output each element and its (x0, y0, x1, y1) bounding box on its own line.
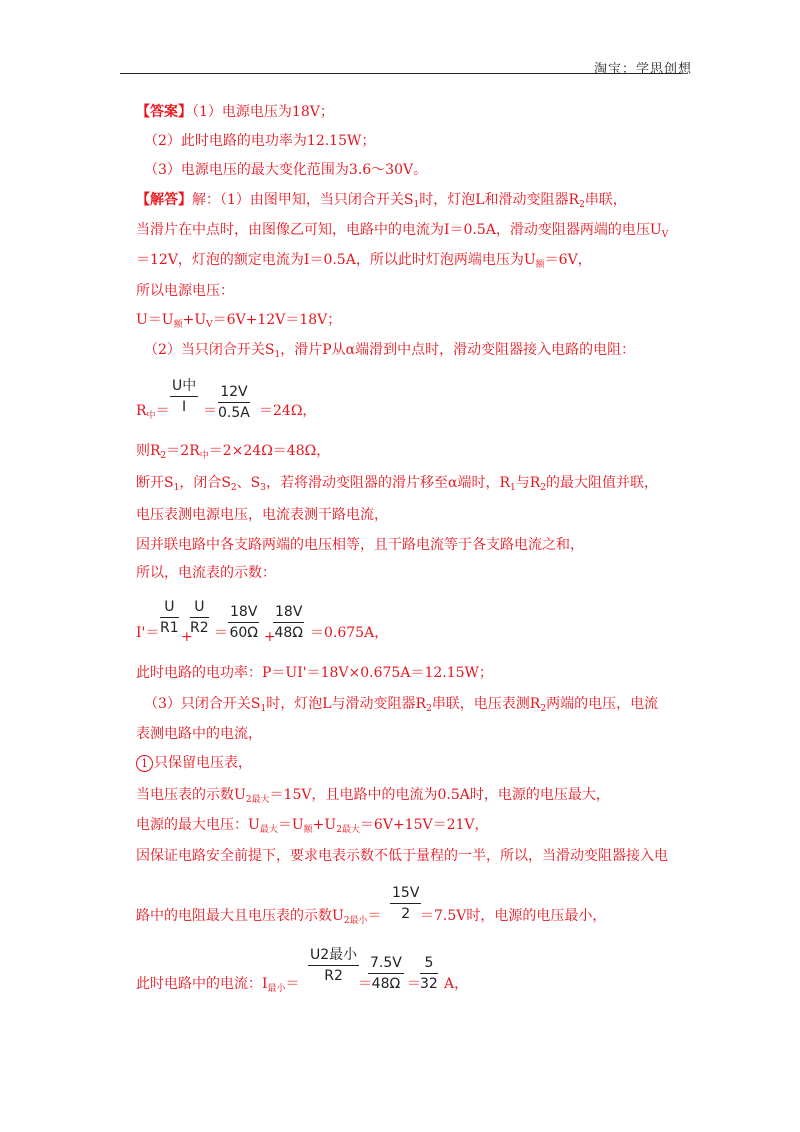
header-rule (120, 73, 682, 74)
formula-r-mid: $R_中=$ (136, 403, 170, 421)
result-75v: ＝7.5V时，电源的电压最小， (420, 908, 607, 924)
fraction-5-over-32: $\frac{5}{32}$ (420, 955, 438, 992)
solution-line-12: 此时电路的电功率：P＝UI'＝18V×0.675A＝12.15W； (136, 665, 493, 681)
result-a: A， (444, 976, 469, 992)
solution-line-7: 则$R_2=2R_中=2\times 24\Omega=48\Omega$， (136, 443, 331, 461)
solution-line-20: 此时电路中的电流：$I_{最小}=$ (136, 976, 300, 994)
solution-line-6: （2）当只闭合开关$S_1$，滑片P从α端滑到中点时，滑动变阻器接入电路的电阻： (144, 342, 636, 360)
answer-line-1: 【答案】（1）电源电压为18V； (136, 104, 334, 120)
circled-number: 1 (136, 755, 153, 772)
fraction-u2min-over-r2: U2最小 R2 (310, 947, 358, 984)
answer-line-3: （3）电源电压的最大变化范围为3.6～30V。 (144, 162, 428, 178)
fraction-18v-over-60: $\frac{18V}{60\Omega}$ (229, 604, 258, 641)
solution-line-11: 所以，电流表的示数： (136, 565, 276, 581)
fraction-75v-over-48: $\frac{7.5V}{48\Omega}$ (370, 955, 402, 992)
solution-line-5: $U=U_额+U_V=6V+12V=18V$； (136, 312, 342, 330)
solution-line-2: 当滑片在中点时，由图像乙可知，电路中的电流为I＝0.5A，滑动变阻器两端的电压$U_V$ (136, 222, 669, 240)
answer-line-2: （2）此时电路的电功率为12.15W； (144, 133, 376, 149)
fraction-u-over-r2: $\frac{U}{R2}$ (190, 599, 209, 636)
fraction-15v-over-2: $\frac{15V}{2}$ (392, 885, 420, 922)
plus-2: + (264, 629, 276, 645)
solution-line-10: 因并联电路中各支路两端的电压相等，且干路电流等于各支路电流之和， (136, 537, 584, 553)
solution-line-17: 电源的最大电压：$U_{最大}=U_额+U_{2最大}=6V+15V=21V$， (136, 817, 489, 835)
fraction-12v-over-05a: $\frac{12V}{0.5A}$ (218, 384, 250, 421)
solution-line-14: 表测电路中的电流， (136, 726, 262, 742)
solution-line-1: 【解答】解：（1）由图甲知，当只闭合开关$S_1$时，灯泡L和滑动变阻器$R_2$串联， (136, 192, 627, 210)
solution-line-8: 断开$S_1$，闭合$S_2$、$S_3$，若将滑动变阻器的滑片移至α端时，$R_1$与$R_2$的最大阻值并联， (136, 475, 658, 493)
solution-line-19: 路中的电阻最大且电压表的示数$U_{2最小}=$ (136, 908, 382, 926)
solution-line-15: 1 只保留电压表， (136, 754, 252, 772)
solution-line-3: ＝12V，灯泡的额定电流为I＝0.5A，所以此时灯泡两端电压为$U_额=6V$， (136, 252, 592, 270)
equals-1: ＝ (203, 403, 217, 419)
fraction-u-over-r1: $\frac{U}{R1}$ (160, 599, 179, 636)
solution-line-18: 因保证电路安全前提下，要求电表示数不低于量程的一半，所以，当滑动变阻器接入电 (136, 848, 668, 864)
plus-1: + (181, 629, 193, 645)
solution-line-13: （3）只闭合开关$S_1$时，灯泡L与滑动变阻器$R_2$串联，电压表测$R_2$两端的电压，电流 (144, 696, 659, 714)
equals-3: ＝ (358, 976, 372, 992)
header-text: 淘宝：学思创想 (594, 62, 693, 77)
solution-line-16: 当电压表的示数$U_{2最大}=15V$，且电路中的电流为0.5A时，电源的电压最大， (136, 787, 610, 805)
result-0675: ＝0.675A， (310, 625, 389, 641)
solution-line-4: 所以电源电压： (136, 283, 234, 299)
solution-line-9: 电压表测电源电压，电流表测干路电流， (136, 507, 388, 523)
equals-4: ＝ (407, 976, 421, 992)
result-24: ＝24Ω， (259, 403, 317, 419)
formula-i-prime: I'＝ (136, 625, 160, 641)
fraction-u-mid-over-i: U中 I (172, 378, 197, 415)
fraction-18v-over-48: $\frac{18V}{48\Omega}$ (274, 604, 303, 641)
equals-2: ＝ (214, 625, 228, 641)
